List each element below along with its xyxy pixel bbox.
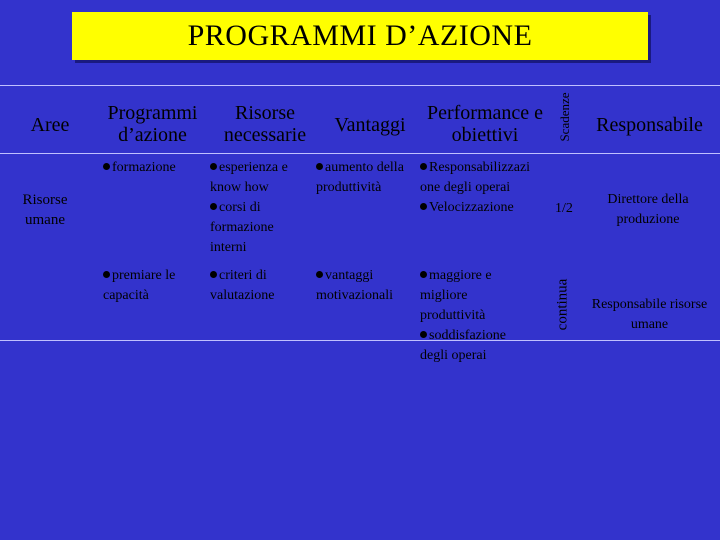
header-scadenze: Scadenze (557, 92, 572, 142)
row1-scadenza: 1/2 (555, 201, 573, 216)
title-box (72, 12, 648, 60)
programs-table (0, 85, 720, 363)
bullet-icon (210, 271, 217, 278)
header-divider (0, 153, 720, 154)
header-vantaggi: Vantaggi (334, 114, 406, 136)
header-aree: Aree (30, 114, 70, 136)
row1-performance (420, 158, 532, 218)
header-programmi: Programmi d’azione (107, 102, 198, 146)
row2-performance (420, 266, 532, 366)
bullet-icon (420, 271, 427, 278)
row1-programma: formazione (103, 158, 203, 178)
bullet-icon (420, 163, 427, 170)
header-responsabile: Responsabile (596, 114, 703, 136)
bullet-icon (103, 163, 110, 170)
row2-scadenza: continua (554, 278, 571, 331)
bullet-icon (420, 203, 427, 210)
list-item: corsi di formazione interni (210, 200, 274, 255)
header-risorse: Risorse necessarie (223, 102, 307, 146)
page-title: PROGRAMMI D’AZIONE (187, 19, 533, 52)
row2-risorse: criteri di valutazione (210, 268, 275, 303)
bullet-icon (420, 331, 427, 338)
list-item: maggiore e migliore produttività (420, 268, 492, 323)
row1-responsabile: Direttore della produzione (607, 192, 689, 227)
list-item: Responsabilizzazione degli operai (420, 160, 531, 195)
row1-vantaggi: aumento della produttività (316, 160, 404, 195)
row2-vantaggi: vantaggi motivazionali (316, 268, 393, 303)
bullet-icon (316, 163, 323, 170)
row1-risorse (210, 158, 310, 258)
area-label: Risorse umane (22, 192, 68, 228)
bullet-icon (103, 271, 110, 278)
header-performance: Performance e obiettivi (426, 102, 544, 146)
bullet-icon (210, 163, 217, 170)
bullet-icon (210, 203, 217, 210)
list-item: Velocizzazione (420, 198, 532, 218)
row2-responsabile: Responsabile risorse umane (591, 297, 708, 332)
bullet-icon (316, 271, 323, 278)
list-item: soddisfazione degli operai (420, 328, 506, 363)
list-item: esperienza e know how (210, 160, 288, 195)
row2-programma: premiare le capacità (103, 268, 176, 303)
